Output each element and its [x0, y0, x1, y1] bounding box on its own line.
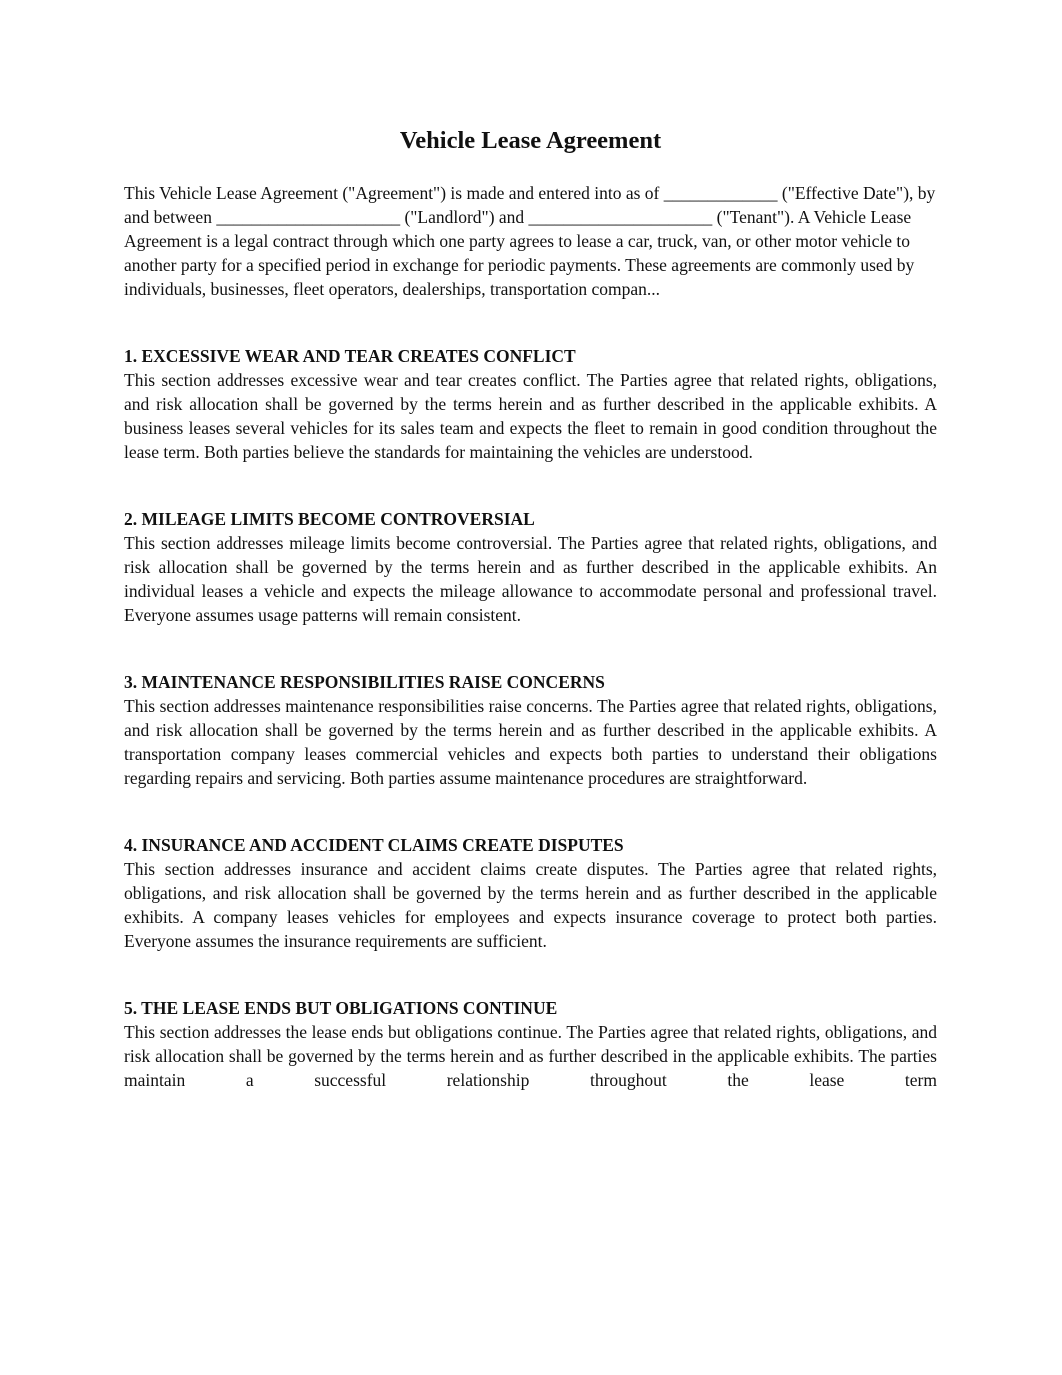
document-title: Vehicle Lease Agreement [399, 127, 662, 154]
section-heading: 3. MAINTENANCE RESPONSIBILITIES RAISE CONCERNS [124, 672, 605, 692]
document-content [124, 126, 937, 1092]
intro-paragraph: This Vehicle Lease Agreement ("Agreement") is made and entered into as of _____________ ("Effective Date"), by and between _____________________ ("Landlord") and _____________________ ("Tenant"). A Vehicle Lease Agreement is a legal contract through which one party agrees to lease a car, truck, van, or other motor vehicle to another party for a specified period in exchange for periodic payments. These agreements are commonly used by individuals, businesses, fleet operators, dealerships, transportation compan... [124, 183, 936, 299]
section-body: This section addresses mileage limits become controversial. The Parties agree that related rights, obligations, and risk allocation shall be governed by the terms herein and as further described in the applicable exhibits. An individual leases a vehicle and expects the mileage allowance to accommodate personal and professional travel. Everyone assumes usage patterns will remain consistent. [124, 533, 937, 625]
section-heading: 2. MILEAGE LIMITS BECOME CONTROVERSIAL [124, 509, 535, 529]
section-4 [124, 833, 937, 953]
section-heading: 1. EXCESSIVE WEAR AND TEAR CREATES CONFLICT [124, 346, 576, 366]
section-1 [124, 344, 937, 464]
section-body: This section addresses maintenance responsibilities raise concerns. The Parties agree that related rights, obligations, and risk allocation shall be governed by the terms herein and as further described in the applicable exhibits. A transportation company leases commercial vehicles and expects both parties to understand their obligations regarding repairs and servicing. Both parties assume maintenance procedures are straightforward. [124, 696, 937, 788]
section-2 [124, 507, 937, 627]
section-5 [124, 996, 937, 1092]
section-body: This section addresses excessive wear and tear creates conflict. The Parties agree that related rights, obligations, and risk allocation shall be governed by the terms herein and as further described in the applicable exhibits. A business leases several vehicles for its sales team and expects the fleet to remain in good condition throughout the lease term. Both parties believe the standards for maintaining the vehicles are understood. [124, 370, 937, 462]
section-heading: 5. THE LEASE ENDS BUT OBLIGATIONS CONTINUE [124, 998, 558, 1018]
section-body: This section addresses insurance and accident claims create disputes. The Parties agree that related rights, obligations, and risk allocation shall be governed by the terms herein and as further described in the applicable exhibits. A company leases vehicles for employees and expects insurance coverage to protect both parties. Everyone assumes the insurance requirements are sufficient. [124, 859, 937, 951]
section-body: This section addresses the lease ends but obligations continue. The Parties agree that related rights, obligations, and risk allocation shall be governed by the terms herein and as further described in the applicable exhibits. The parties maintain a successful relationship throughout the lease term [124, 1022, 937, 1090]
section-heading: 4. INSURANCE AND ACCIDENT CLAIMS CREATE DISPUTES [124, 835, 624, 855]
section-3 [124, 670, 937, 790]
